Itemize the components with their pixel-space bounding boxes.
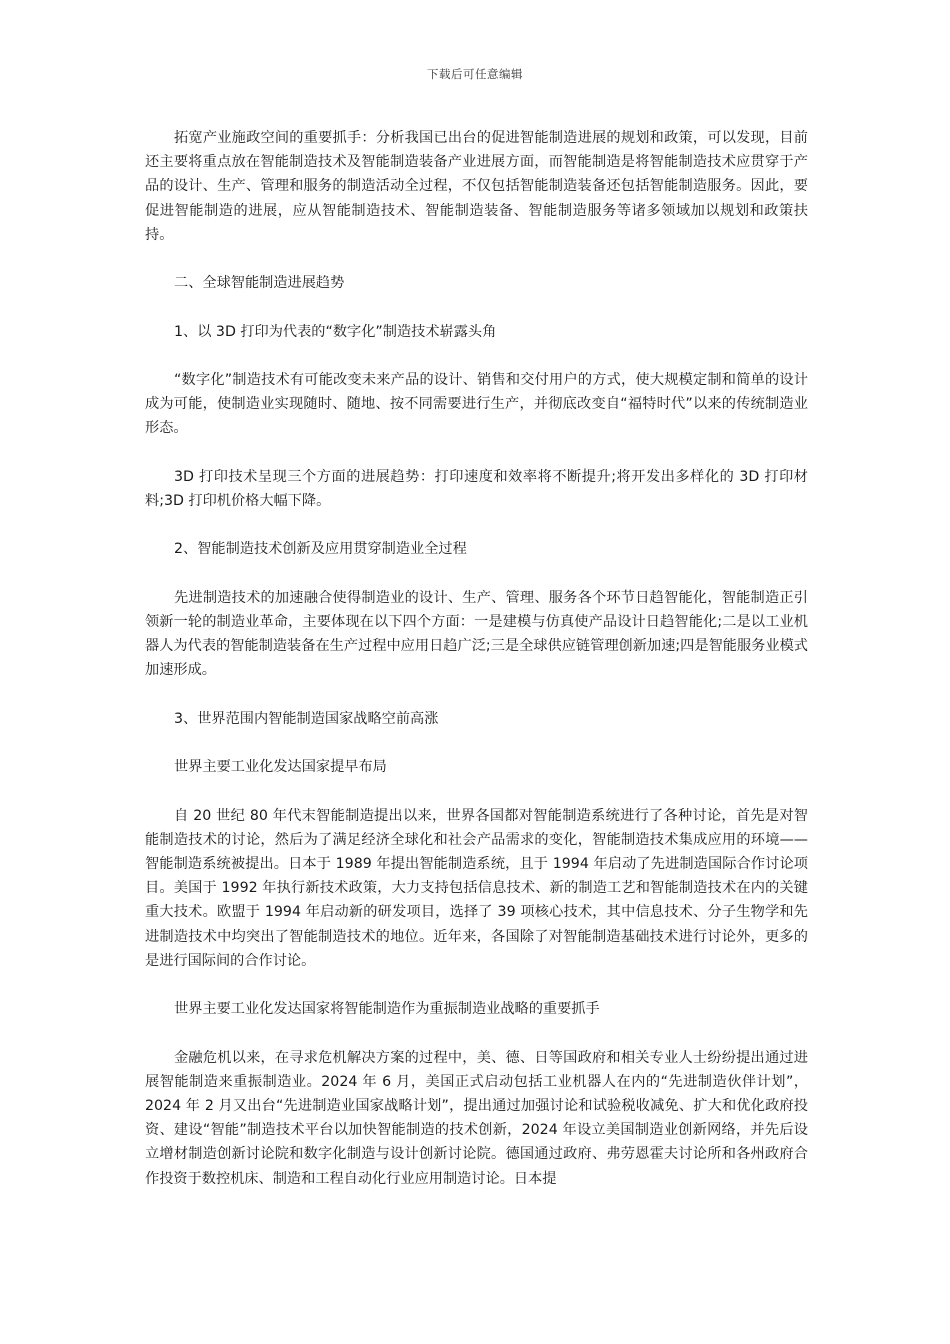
section-heading: 二、全球智能制造进展趋势 <box>174 275 345 292</box>
paragraph: 自 20 世纪 80 年代末智能制造提出以来，世界各国都对智能制造系统进行了各种讨论，首先是对智能制造技术的讨论，然后为了满足经济全球化和社会产品需求的变化，智能制造技术集成应用的环境——智能制造系统被提出。日本于 1989 年提出智能制造系统，且于 1994 年启动了先进制造国际合作讨论项目。美国于 1992 年执行新技术政策，大力支持包括信息技术、新的制造工艺和智能制造技术在内的关键重大技术。欧盟于 1994 年启动新的研发项目，选择了 39 项核心技术，其中信息技术、分子生物学和先进制造技术中均突出了智能制造技术的地位。近年来，各国除了对智能制造基础技术进行讨论外，更多的是进行国际间的合作讨论。 <box>145 807 808 969</box>
paragraph-intro: 拓宽产业施政空间的重要抓手：分析我国已出台的促进智能制造进展的规划和政策，可以发现，目前还主要将重点放在智能制造技术及智能制造装备产业进展方面，而智能制造是将智能制造技术应贯穿于产品的设计、生产、管理和服务的制造活动全过程，不仅包括智能制造装备还包括智能制造服务。因此，要促进智能制造的进展，应从智能制造技术、智能制造装备、智能制造服务等诸多领域加以规划和政策扶持。 <box>145 130 808 243</box>
paragraph: 金融危机以来，在寻求危机解决方案的过程中，美、德、日等国政府和相关专业人士纷纷提出通过进展智能制造来重振制造业。2024 年 6 月，美国正式启动包括工业机器人在内的“先进制造伙伴计划”，2024 年 2 月又出台“先进制造业国家战略计划”，提出通过加强讨论和试验税收减免、扩大和优化政府投资、建设“智能”制造技术平台以加快智能制造的技术创新，2024 年设立美国制造业创新网络，并先后设立增材制造创新讨论院和数字化制造与设计创新讨论院。德国通过政府、弗劳恩霍夫讨论所和各州政府合作投资于数控机床、制造和工程自动化行业应用制造讨论。日本提 <box>145 1049 808 1187</box>
paragraph: 先进制造技术的加速融合使得制造业的设计、生产、管理、服务各个环节日趋智能化，智能制造正引领新一轮的制造业革命，主要体现在以下四个方面：一是建模与仿真使产品设计日趋智能化;二是以工业机器人为代表的智能制造装备在生产过程中应用日趋广泛;三是全球供应链管理创新加速;四是智能服务业模式加速形成。 <box>145 589 808 679</box>
subsection-heading: 1、以 3D 打印为代表的“数字化”制造技术崭露头角 <box>174 323 497 340</box>
document-body <box>145 126 808 1191</box>
subsection-heading: 3、世界范围内智能制造国家战略空前高涨 <box>174 710 439 727</box>
topic-heading: 世界主要工业化发达国家提早布局 <box>174 759 387 776</box>
topic-heading: 世界主要工业化发达国家将智能制造作为重振制造业战略的重要抓手 <box>174 1001 600 1018</box>
paragraph: “数字化”制造技术有可能改变未来产品的设计、销售和交付用户的方式，使大规模定制和简单的设计成为可能，使制造业实现随时、随地、按不同需要进行生产，并彻底改变自“福特时代”以来的传统制造业形态。 <box>145 371 808 437</box>
header-note: 下载后可任意编辑 <box>427 67 523 81</box>
subsection-heading: 2、智能制造技术创新及应用贯穿制造业全过程 <box>174 541 467 558</box>
paragraph: 3D 打印技术呈现三个方面的进展趋势：打印速度和效率将不断提升;将开发出多样化的 3D 打印材料;3D 打印机价格大幅下降。 <box>145 468 808 509</box>
